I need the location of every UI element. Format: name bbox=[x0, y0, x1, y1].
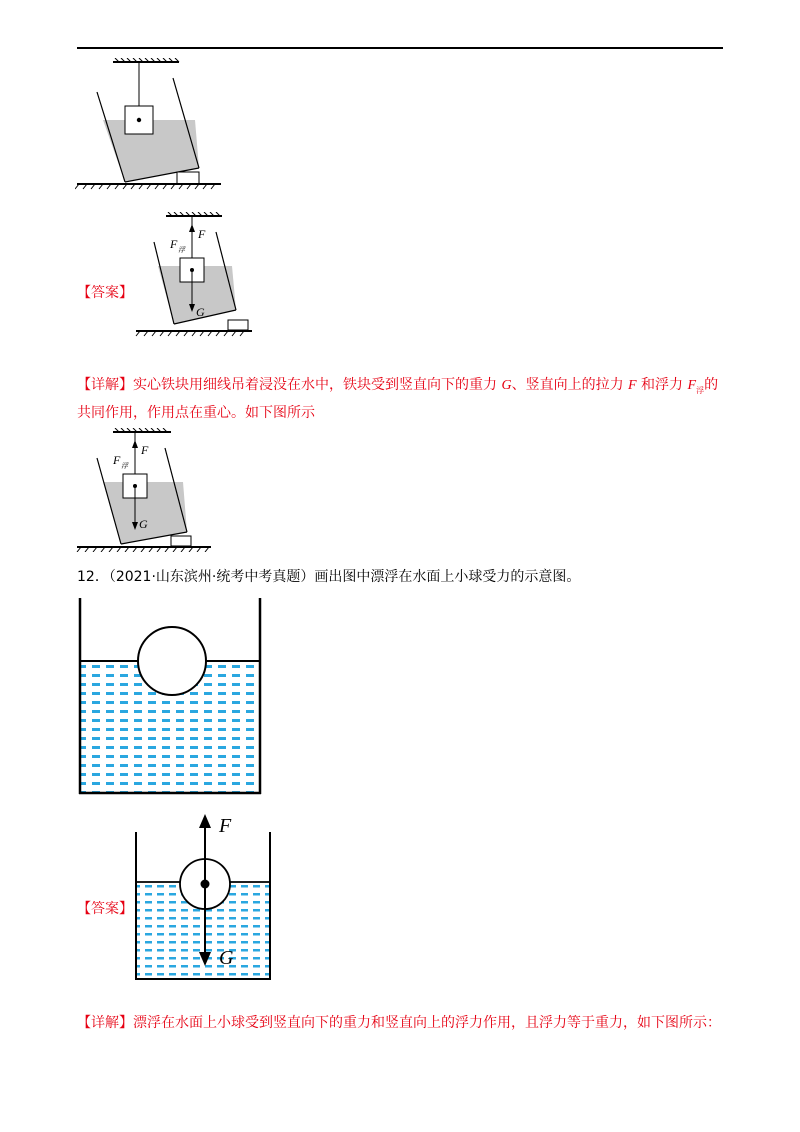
label-F-3: F bbox=[219, 815, 232, 837]
answer-label-2: 【答案】 bbox=[77, 901, 133, 917]
detail-paragraph-1: 【详解】实心铁块用细线吊着浸没在水中，铁块受到竖直向下的重力 G、竖直向上的拉力 F 和浮力 $F_浮$的 共同作用，作用点在重心。如下图所示 bbox=[77, 374, 723, 424]
detail-paragraph-2 bbox=[77, 1012, 737, 1034]
label-G-2: G bbox=[139, 517, 148, 531]
detail-label-1: 【详解】 bbox=[77, 377, 133, 393]
answer-label-1: 【答案】 bbox=[77, 285, 133, 301]
label-fu-1: 浮 bbox=[178, 246, 185, 254]
question-text: （2021·山东滨州·统考中考真题）画出图中漂浮在水面上小球受力的示意图。 bbox=[108, 569, 581, 585]
label-G-3: G bbox=[219, 947, 234, 969]
label-fu-2: 浮 bbox=[121, 462, 128, 470]
question-12 bbox=[77, 566, 580, 586]
detail-figure-1 bbox=[75, 428, 215, 552]
answer-figure-2 bbox=[133, 810, 277, 982]
header-rule bbox=[77, 47, 723, 49]
answer-figure-1 bbox=[134, 212, 254, 342]
detail-label-2: 【详解】 bbox=[77, 1015, 133, 1031]
detail-line2-1: 共同作用，作用点在重心。如下图所示 bbox=[77, 404, 315, 421]
label-G-1: G bbox=[196, 305, 205, 319]
label-Ffu-2: F bbox=[113, 453, 121, 467]
figure-tilted-beaker bbox=[75, 58, 225, 190]
label-F-1: F bbox=[198, 227, 206, 241]
figure-floating-ball bbox=[78, 598, 264, 796]
label-Ffu-1: F bbox=[170, 237, 178, 251]
question-number: 12． bbox=[77, 569, 109, 585]
label-F-2: F bbox=[141, 443, 149, 457]
detail-text-2: 漂浮在水面上小球受到竖直向下的重力和竖直向上的浮力作用，且浮力等于重力，如下图所示： bbox=[133, 1015, 721, 1031]
